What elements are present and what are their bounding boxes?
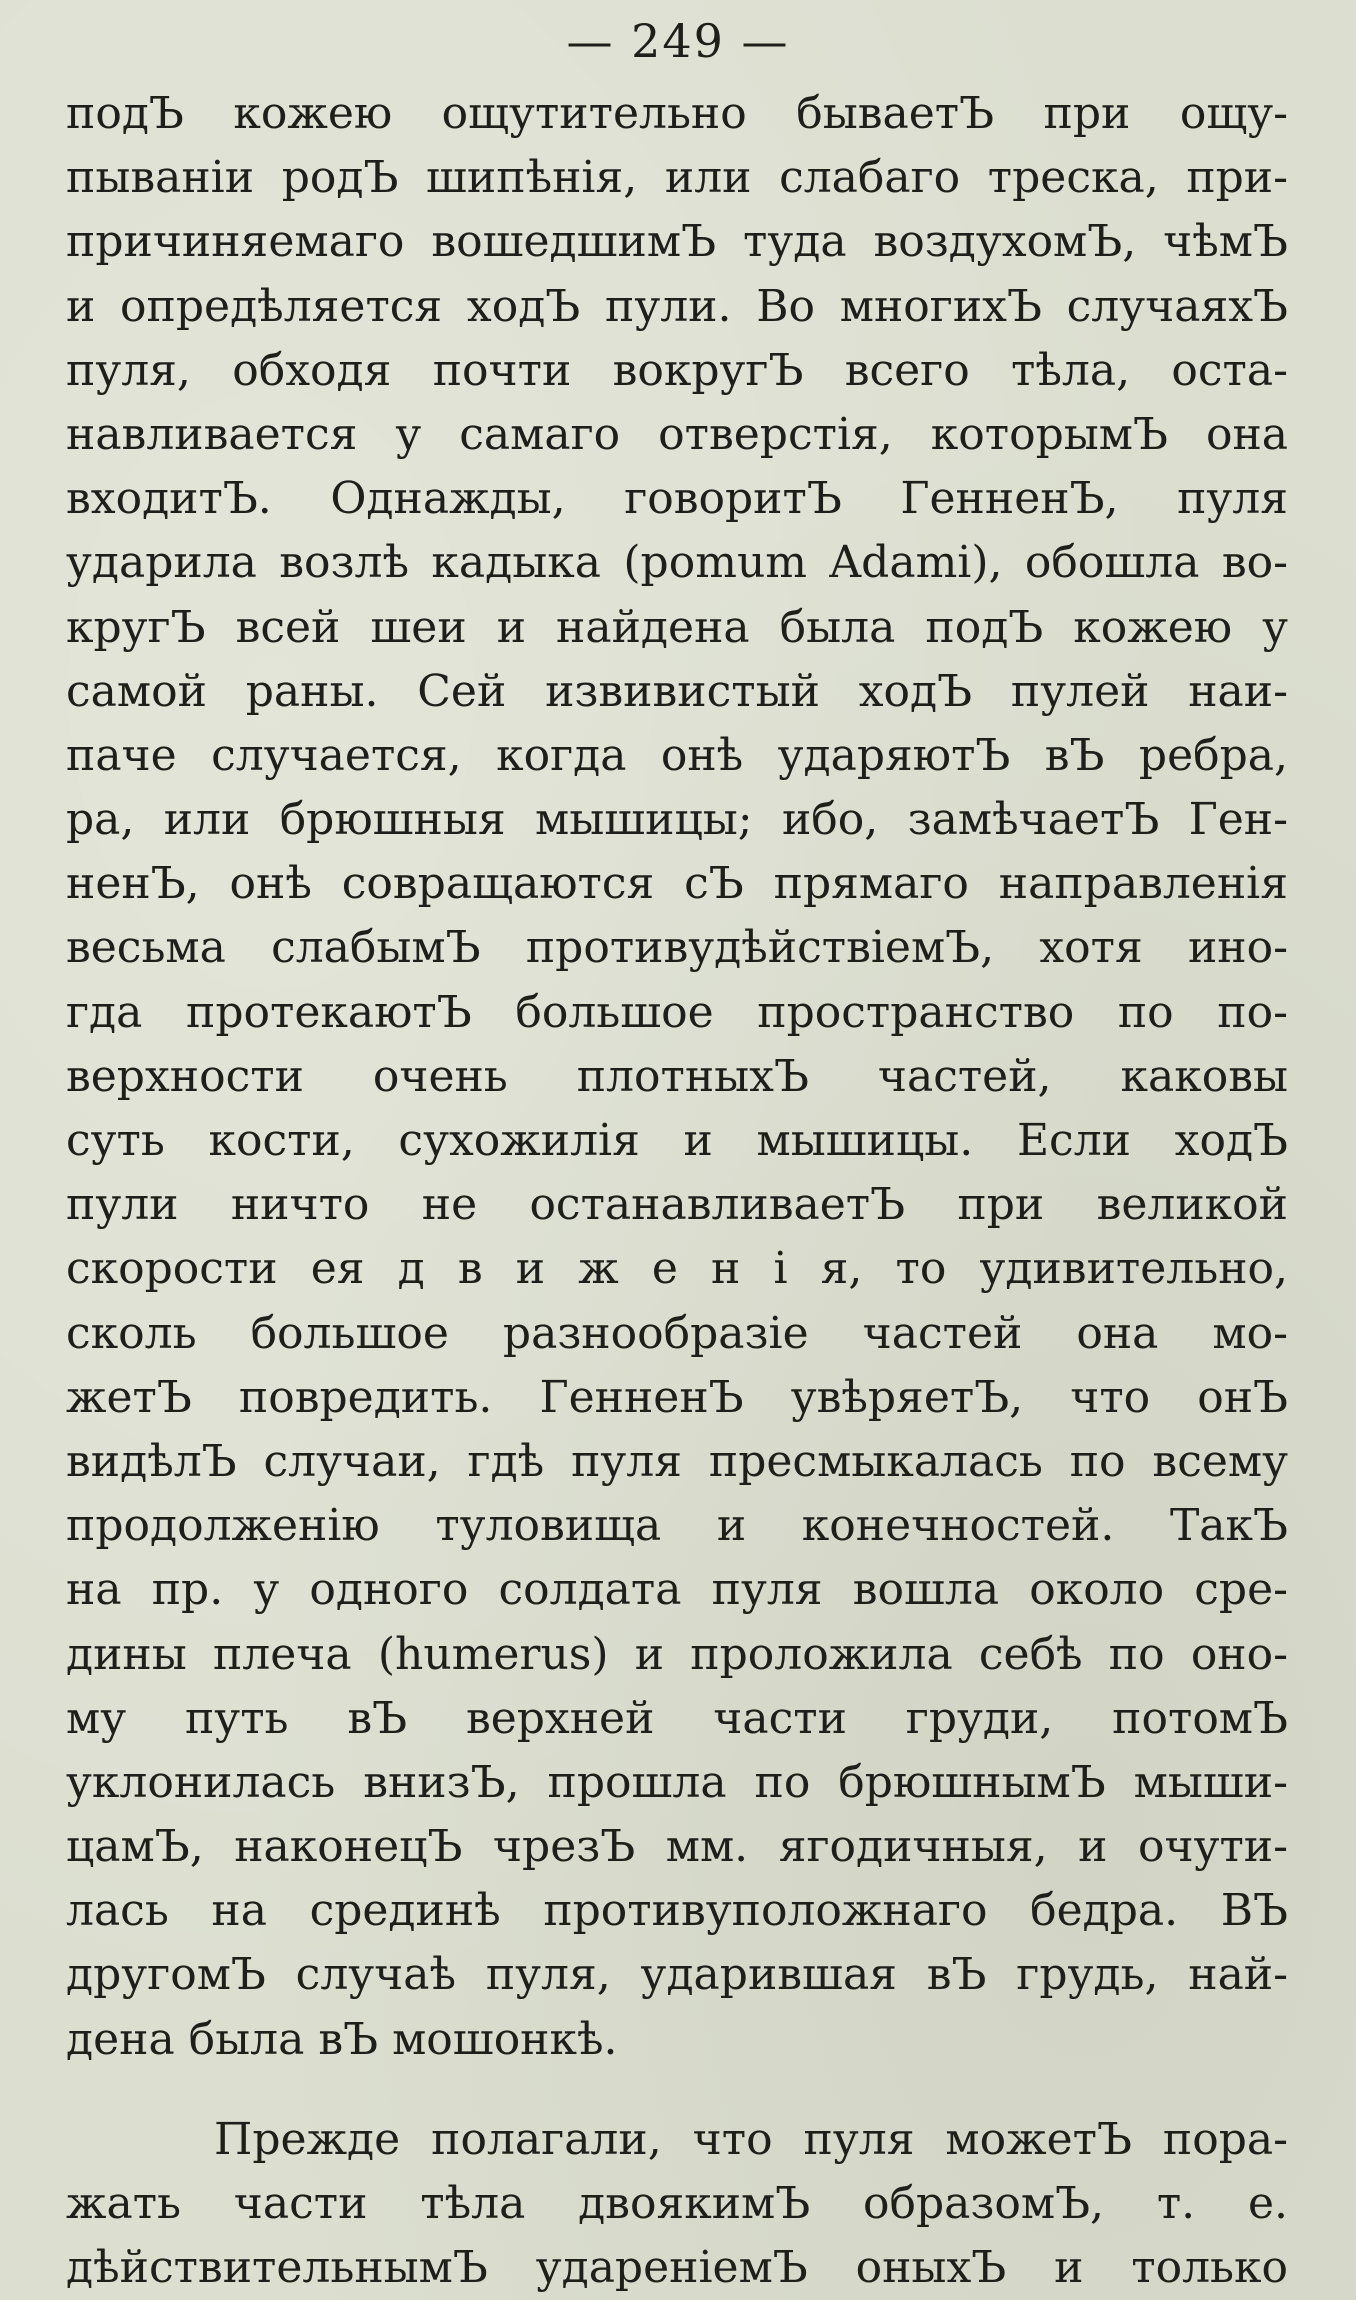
text-line: суть кости, сухожилія и мышицы. Если ходЪ [66, 1115, 1288, 1166]
text-line: и опредѣляется ходЪ пули. Во многихЪ случаяхЪ [66, 280, 1288, 332]
text-line: Прежде полагали, что пуля можетЪ пора- [214, 2113, 1288, 2165]
text-line: кругЪ всей шеи и найдена была подЪ кожею у [66, 601, 1288, 653]
text-line: верхности очень плотныхЪ частей, каковы [66, 1050, 1288, 1102]
text-line: скорости ея д в и ж е н і я, то удивительно, [66, 1243, 1288, 1295]
text-line: причиняемаго вошедшимЪ туда воздухомЪ, чѣмЪ [66, 216, 1288, 268]
text-line: цамЪ, наконецЪ чрезЪ мм. ягодичныя, и очути- [66, 1821, 1288, 1873]
text-line: уклонилась внизЪ, прошла по брюшнымЪ мыши- [66, 1756, 1288, 1808]
text-line: другомЪ случаѣ пуля, ударившая вЪ грудь, най- [66, 1949, 1288, 2001]
text-line: паче случается, когда онѣ ударяютЪ вЪ ребра, [66, 729, 1288, 781]
text-line: жать части тѣла двоякимЪ образомЪ, т. е. [66, 2178, 1288, 2229]
text-line: пули ничто не останавливаетЪ при великой [66, 1179, 1288, 1231]
text-line: дѣйствительнымЪ удареніемЪ оныхЪ и только [66, 2242, 1288, 2294]
text-line: ненЪ, онѣ совращаются сЪ прямаго направленія [66, 858, 1288, 910]
text-line: на пр. у одного солдата пуля вошла около сре- [66, 1564, 1288, 1616]
text-line: дины плеча (humerus) и проложила себѣ по оно- [66, 1628, 1288, 1680]
page-text [66, 82, 1288, 2300]
text-line: сколь большое разнообразіе частей она мо- [66, 1307, 1288, 1359]
text-line: навливается у самаго отверстія, которымЪ она [66, 408, 1288, 460]
text-line: самой раны. Сей извивистый ходЪ пулей наи- [66, 665, 1288, 717]
paragraph-1 [66, 82, 1288, 2072]
text-line: видѣлЪ случаи, гдѣ пуля пресмыкалась по всему [66, 1435, 1288, 1487]
paragraph-2 [66, 2108, 1288, 2300]
text-line: му путь вЪ верхней части груди, потомЪ [66, 1692, 1288, 1744]
text-line: дена была вЪ мошонкѣ. [66, 2013, 618, 2065]
text-line: пуля, обходя почти вокругЪ всего тѣла, оста- [66, 344, 1288, 396]
text-line: гда протекаютЪ большое пространство по по- [66, 986, 1288, 1038]
text-line: лась на срединѣ противуположнаго бедра. ВЪ [66, 1885, 1288, 1937]
text-line: пываніи родЪ шипѣнія, или слабаго треска, при- [66, 152, 1288, 204]
text-line: весьма слабымЪ противудѣйствіемЪ, хотя ино- [66, 922, 1288, 974]
page-number: — 249 — [566, 14, 790, 68]
text-line: продолженію туловища и конечностей. ТакЪ [66, 1500, 1288, 1552]
text-line: ударила возлѣ кадыка (pomum Adami), обошла во- [66, 537, 1288, 589]
text-line: подЪ кожею ощутительно бываетЪ при ощу- [66, 88, 1288, 139]
text-line: ра, или брюшныя мышицы; ибо, замѣчаетЪ Ген- [66, 794, 1288, 846]
text-line: жетЪ повредить. ГенненЪ увѣряетЪ, что онЪ [66, 1371, 1288, 1423]
paragraph-gap [66, 2072, 1288, 2108]
text-line: входитЪ. Однажды, говоритЪ ГенненЪ, пуля [66, 473, 1288, 525]
